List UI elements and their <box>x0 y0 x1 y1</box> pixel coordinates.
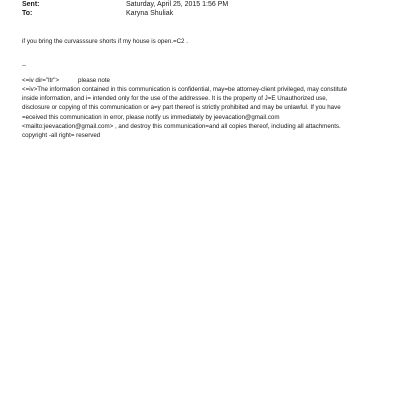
disclaimer-paragraph <box>22 85 382 140</box>
disclaimer-line: copyright -all right= reserved <box>22 132 101 140</box>
to-value: Karyna Shuliak <box>126 10 174 17</box>
to-label: To: <box>22 10 33 17</box>
sent-label: Sent: <box>22 1 40 8</box>
separator: -- <box>22 62 27 69</box>
disclaimer-line: <=iv>The information contained in this communication is confidential, may=be attorney-client privileged, may constitute <box>22 86 348 93</box>
disclaimer-line: =eceived this communication in error, please notify us immediately by jeevacation@gmail.com <box>22 113 280 121</box>
message-line: if you bring the curvasssure shorts if my house is open.=C2 . <box>22 38 188 45</box>
disclaimer-line: <mailto:jeevacation@gmail.com> , and destroy this communication=and all copies thereof, including all attachments. <box>22 122 341 130</box>
please-note: please note <box>78 77 110 84</box>
sent-value: Saturday, April 25, 2015 1:56 PM <box>126 1 229 8</box>
disclaimer-line: disclosure or copying of this communication or a=y part thereof is strictly prohibited and may be unlawful. If you have <box>22 104 341 112</box>
disclaimer-line: inside information, and i= intended only for the use of the addressee. It is the property of J=E Unauthorized use, <box>22 95 328 103</box>
dir-tag-line <box>22 76 382 85</box>
dir-tag: <=iv dir="ltr"> <box>22 77 60 84</box>
